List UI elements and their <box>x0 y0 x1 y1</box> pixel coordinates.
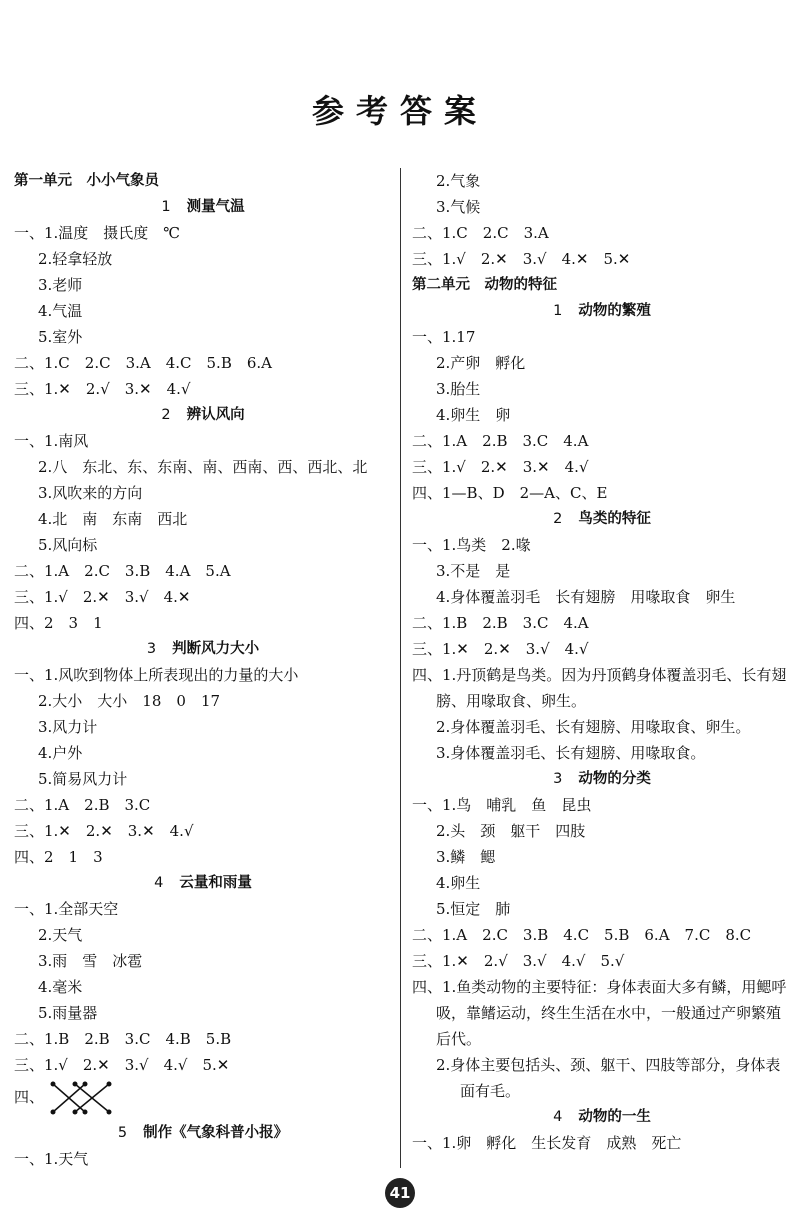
answer-line <box>14 1078 392 1120</box>
lesson-number: 1 <box>553 303 563 319</box>
answer-paragraph: 2.身体主要包括头、颈、躯干、四肢等部分，身体表面有毛。 <box>436 1056 781 1100</box>
lesson-heading <box>14 1120 392 1146</box>
unit-heading: 第二单元 动物的特征 <box>412 277 557 293</box>
answer-paragraph: 四、1.鱼类动物的主要特征：身体表面大多有鳞，用鳃呼吸，靠鳍运动，终生生活在水中，一般通过产卵繁殖后代。 <box>412 978 787 1048</box>
page-footer <box>0 1178 800 1208</box>
lesson-number: 3 <box>146 641 157 657</box>
answer-line: 三、1.√ 2.✕ 3.√ 4.✕ 5.✕ <box>412 250 631 268</box>
answer-line: 2.轻拿轻放 <box>38 250 113 268</box>
answer-line: 二、1.B 2.B 3.C 4.A <box>412 614 589 632</box>
answer-line: 二、1.B 2.B 3.C 4.B 5.B <box>14 1030 232 1048</box>
right-column <box>412 168 792 1156</box>
answer-line: 4.户外 <box>38 744 83 762</box>
lesson-heading <box>412 1104 792 1130</box>
answer-line: 5.简易风力计 <box>38 770 128 788</box>
unit-heading: 第一单元 小小气象员 <box>14 173 159 189</box>
answer-line: 三、1.✕ 2.√ 3.√ 4.√ 5.√ <box>412 952 625 970</box>
answer-line: 3.身体覆盖羽毛、长有翅膀、用喙取食。 <box>436 744 706 762</box>
answer-line: 三、1.✕ 2.✕ 3.✕ 4.√ <box>14 822 194 840</box>
answer-line: 3.老师 <box>38 276 83 294</box>
lesson-name: 鸟类的特征 <box>578 511 651 527</box>
answer-line: 4.北 南 东南 西北 <box>38 510 188 528</box>
answer-line: 2.头 颈 躯干 四肢 <box>436 822 586 840</box>
answer-line: 三、1.√ 2.✕ 3.√ 4.✕ <box>14 588 191 606</box>
answer-line: 一、1.温度 摄氏度 ℃ <box>14 224 181 242</box>
answer-line: 四、1—B、D 2—A、C、E <box>412 484 608 502</box>
lesson-name: 测量气温 <box>186 199 245 215</box>
lesson-heading <box>14 194 392 220</box>
answer-line: 3.气候 <box>436 198 481 216</box>
lesson-name: 动物的分类 <box>578 771 651 787</box>
lesson-heading <box>14 636 392 662</box>
lesson-number: 4 <box>154 875 164 891</box>
lesson-number: 3 <box>553 771 563 787</box>
lesson-name: 动物的繁殖 <box>578 303 651 319</box>
answer-line: 3.不是 是 <box>436 562 511 580</box>
answer-line: 三、1.√ 2.✕ 3.✕ 4.√ <box>412 458 589 476</box>
lesson-heading <box>412 298 792 324</box>
answer-line: 四、2 1 3 <box>14 848 103 866</box>
answer-line: 三、1.✕ 2.√ 3.✕ 4.√ <box>14 380 191 398</box>
answer-paragraph: 四、1.丹顶鹤是鸟类。因为丹顶鹤身体覆盖羽毛、长有翅膀、用喙取食、卵生。 <box>412 666 787 710</box>
matching-lines-diagram <box>49 1078 119 1118</box>
answer-line: 一、1.鸟类 2.喙 <box>412 536 531 554</box>
answer-line: 3.胎生 <box>436 380 481 398</box>
answer-line: 二、1.C 2.C 3.A 4.C 5.B 6.A <box>14 354 272 372</box>
answer-line: 一、1.卵 孵化 生长发育 成熟 死亡 <box>412 1134 682 1152</box>
answer-line: 2.大小 大小 18 0 17 <box>38 692 221 710</box>
lesson-number: 4 <box>553 1109 563 1125</box>
answer-line: 四、2 3 1 <box>14 614 103 632</box>
answer-line: 4.气温 <box>38 302 83 320</box>
answer-line: 一、1.天气 <box>14 1150 89 1168</box>
answer-line: 2.身体覆盖羽毛、长有翅膀、用喙取食、卵生。 <box>436 718 751 736</box>
answer-line: 二、1.C 2.C 3.A <box>412 224 549 242</box>
lesson-number: 2 <box>553 511 563 527</box>
answer-line: 3.鳞 鳃 <box>436 848 496 866</box>
answer-line: 一、1.风吹到物体上所表现出的力量的大小 <box>14 666 299 684</box>
answer-line: 三、1.✕ 2.✕ 3.√ 4.√ <box>412 640 589 658</box>
question-label: 四、 <box>14 1088 45 1106</box>
answer-line: 3.风力计 <box>38 718 98 736</box>
answer-line: 2.气象 <box>436 172 481 190</box>
lesson-name: 辨认风向 <box>186 407 245 423</box>
lesson-name: 动物的一生 <box>578 1109 651 1125</box>
answer-line: 一、1.17 <box>412 328 476 346</box>
answer-line: 3.雨 雪 冰雹 <box>38 952 143 970</box>
answer-line: 5.恒定 肺 <box>436 900 511 918</box>
answer-line: 二、1.A 2.B 3.C 4.A <box>412 432 589 450</box>
answer-line: 2.八 东北、东、东南、南、西南、西、西北、北 <box>38 458 368 476</box>
lesson-heading <box>14 870 392 896</box>
lesson-number: 5 <box>117 1125 128 1141</box>
answer-line: 2.产卵 孵化 <box>436 354 526 372</box>
answer-line: 一、1.鸟 哺乳 鱼 昆虫 <box>412 796 592 814</box>
answer-line: 3.风吹来的方向 <box>38 484 143 502</box>
page-number: 41 <box>385 1178 415 1208</box>
answer-line: 4.卵生 <box>436 874 481 892</box>
answer-line: 5.雨量器 <box>38 1004 98 1022</box>
answer-line: 三、1.√ 2.✕ 3.√ 4.√ 5.✕ <box>14 1056 230 1074</box>
lesson-number: 1 <box>161 199 171 215</box>
lesson-heading <box>14 402 392 428</box>
lesson-name: 判断风力大小 <box>172 641 260 657</box>
answer-line: 5.室外 <box>38 328 83 346</box>
answer-line: 二、1.A 2.B 3.C <box>14 796 151 814</box>
answer-line: 5.风向标 <box>38 536 98 554</box>
page-title: 参考答案 <box>311 92 488 130</box>
answer-line: 4.身体覆盖羽毛 长有翅膀 用喙取食 卵生 <box>436 588 736 606</box>
left-column <box>14 168 392 1172</box>
lesson-name: 云量和雨量 <box>179 875 252 891</box>
answer-line: 二、1.A 2.C 3.B 4.C 5.B 6.A 7.C 8.C <box>412 926 752 944</box>
lesson-number: 2 <box>161 407 171 423</box>
lesson-name: 制作《气象科普小报》 <box>143 1125 289 1141</box>
answer-line: 一、1.南风 <box>14 432 89 450</box>
lesson-heading <box>412 506 792 532</box>
column-divider <box>400 168 401 1168</box>
answer-line: 4.毫米 <box>38 978 83 996</box>
lesson-heading <box>412 766 792 792</box>
answer-line: 一、1.全部天空 <box>14 900 119 918</box>
answer-line: 2.天气 <box>38 926 83 944</box>
answer-line: 二、1.A 2.C 3.B 4.A 5.A <box>14 562 231 580</box>
answer-line: 4.卵生 卵 <box>436 406 511 424</box>
